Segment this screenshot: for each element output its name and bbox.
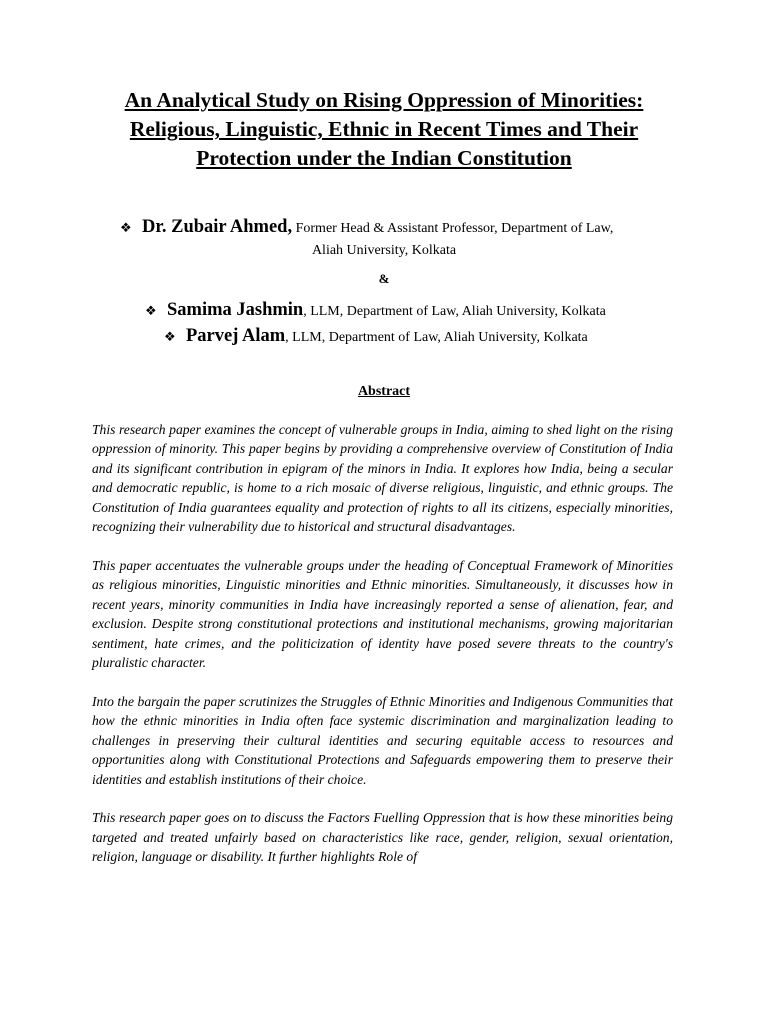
abstract-body <box>92 420 673 886</box>
abstract-paragraph: This research paper examines the concept of vulnerable groups in India, aiming to shed light on the rising oppression of minority. This paper begins by providing a comprehensive overview of Constitution of India and its significant contribution in epigram of the minors in India. It explores how India, being a secular and democratic republic, is home to a rich mosaic of diverse religious, linguistic, and ethnic groups. The Constitution of India guarantees equality and protection of rights to all its citizens, especially minorities, recognizing their vulnerability due to historical and structural disadvantages. <box>92 422 673 535</box>
author-separator: & <box>378 271 390 286</box>
paper-title: An Analytical Study on Rising Oppression of Minorities: Religious, Linguistic, Ethnic in Recent Times and Their Protection under the Indian Constitution <box>124 88 644 170</box>
author-name: Samima Jashmin <box>167 300 304 320</box>
diamond-bullet-icon: ❖ <box>120 220 132 235</box>
abstract-paragraph: This paper accentuates the vulnerable groups under the heading of Conceptual Framework of Minorities as religious minorities, Linguistic minorities and Ethnic minorities. Simultaneously, it discusses how in recent years, minority communities in India have increasingly reported a sense of alienation, fear, and exclusion. Despite strong constitutional protections and institutional mechanisms, growing majoritarian sentiment, hate crimes, and the politicization of identity have posed severe threats to the country's pluralistic character. <box>92 557 673 670</box>
author-name: Dr. Zubair Ahmed, <box>142 217 293 237</box>
author-affiliation-continued: Aliah University, Kolkata <box>311 243 457 258</box>
author-entry <box>145 300 606 322</box>
abstract-paragraph: Into the bargain the paper scrutinizes the Struggles of Ethnic Minorities and Indigenous Communities that how the ethnic minorities in India often face systemic discrimination and marginalization leading to challenges in preserving their cultural identities and securing equitable access to resources and opportunities along with Constitutional Protections and Safeguards empowering them to preserve their identities and establish institutions of their choice. <box>92 693 673 787</box>
author-entry <box>120 217 613 239</box>
author-affiliation: Former Head & Assistant Professor, Department of Law, <box>292 221 614 236</box>
author-name: Parvej Alam <box>186 326 286 346</box>
diamond-bullet-icon: ❖ <box>164 329 176 344</box>
abstract-heading: Abstract <box>357 384 411 399</box>
abstract-paragraph: This research paper goes on to discuss the Factors Fuelling Oppression that is how these minorities being targeted and treated unfairly based on characteristics like race, gender, religion, sexual orientation, religion, language or disability. It further highlights Role of <box>92 810 673 865</box>
author-entry <box>164 326 588 348</box>
author-affiliation: , LLM, Department of Law, Aliah University, Kolkata <box>285 330 588 345</box>
diamond-bullet-icon: ❖ <box>145 303 157 318</box>
author-affiliation: , LLM, Department of Law, Aliah University, Kolkata <box>303 304 606 319</box>
